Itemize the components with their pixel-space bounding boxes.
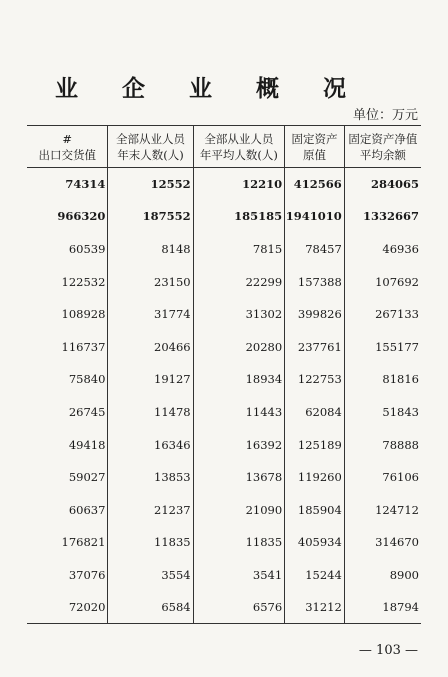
table-cell: 78457: [285, 233, 345, 266]
column-header-line: 出口交货值: [38, 147, 96, 162]
table-row: [27, 298, 421, 331]
header-row: [27, 126, 421, 168]
page-title: 业 企 业 概 况: [55, 75, 365, 102]
table-cell: 18934: [193, 363, 285, 396]
table-cell: 15244: [285, 559, 345, 592]
table-cell: 74314: [65, 177, 106, 192]
column-header-line: 固定资产净值: [348, 131, 418, 146]
column-header: [193, 126, 285, 168]
table-row: [27, 168, 421, 201]
table-header: [27, 126, 421, 168]
table-cell: 185185: [193, 200, 285, 233]
table-cell: 267133: [344, 298, 421, 331]
table-cell: 62084: [285, 396, 345, 429]
column-header-line: #: [62, 131, 73, 146]
table-cell: 6576: [193, 591, 285, 624]
column-header: [344, 126, 421, 168]
table-cell: 11835: [193, 526, 285, 559]
table-cell: 314670: [344, 526, 421, 559]
table-cell: 122753: [285, 363, 345, 396]
table-cell: 76106: [344, 461, 421, 494]
table-row: [27, 265, 421, 298]
table-cell: 3541: [193, 559, 285, 592]
table-cell: 72020: [27, 591, 108, 624]
table-cell: 176821: [61, 535, 106, 550]
table-row: [27, 330, 421, 363]
column-header-line: 平均余额: [359, 147, 406, 162]
table-cell: 59027: [68, 470, 106, 485]
table-cell: 37076: [68, 567, 106, 582]
table-cell: 49418: [68, 437, 106, 452]
statistics-table: [27, 125, 421, 624]
column-header-line: 固定资产: [291, 131, 338, 146]
table-cell: 412566: [285, 168, 345, 201]
table-cell: 157388: [285, 265, 345, 298]
table-cell: 7815: [193, 233, 285, 266]
table-row: [27, 200, 421, 233]
table-cell: 966320: [57, 209, 106, 224]
table-row: [27, 461, 421, 494]
table-cell: 21090: [193, 493, 285, 526]
table-cell: 51843: [344, 396, 421, 429]
table-cell: 185904: [285, 493, 345, 526]
column-header-line: 原值: [303, 147, 326, 162]
table-cell: 1332667: [344, 200, 421, 233]
table-cell: 8148: [108, 233, 193, 266]
table-cell: 60637: [68, 502, 106, 517]
table-cell: 122532: [61, 274, 106, 289]
table-cell: 26745: [68, 404, 106, 419]
table-cell: 75840: [68, 372, 106, 387]
table-cell: 20280: [193, 330, 285, 363]
column-header: [285, 126, 345, 168]
table-cell: 399826: [285, 298, 345, 331]
table-cell: 108928: [61, 307, 106, 322]
table-cell: 20466: [108, 330, 193, 363]
table-cell: 11443: [193, 396, 285, 429]
table-cell: 125189: [285, 428, 345, 461]
table-row: [27, 591, 421, 624]
unit-label: 单位：万元: [352, 108, 418, 123]
table-cell: 187552: [108, 200, 193, 233]
table-cell: 21237: [108, 493, 193, 526]
column-header-line: 年平均人数(人): [199, 147, 278, 162]
table-cell: 60539: [68, 241, 106, 256]
table-row: [27, 396, 421, 429]
table-cell: 6584: [108, 591, 193, 624]
table-row: [27, 233, 421, 266]
table-cell: 116737: [61, 339, 106, 354]
table-cell: 31212: [285, 591, 345, 624]
table-cell: 16346: [108, 428, 193, 461]
table-cell: 18794: [344, 591, 421, 624]
table-cell: 107692: [344, 265, 421, 298]
table-cell: 3554: [108, 559, 193, 592]
table-cell: 81816: [344, 363, 421, 396]
table-cell: 12210: [193, 168, 285, 201]
table-cell: 8900: [344, 559, 421, 592]
column-header-line: 全部从业人员: [204, 131, 274, 146]
table-row: [27, 559, 421, 592]
table-cell: 22299: [193, 265, 285, 298]
table-cell: 78888: [344, 428, 421, 461]
table-cell: 31774: [108, 298, 193, 331]
column-header: [108, 126, 193, 168]
table-cell: 11478: [108, 396, 193, 429]
table-cell: 46936: [344, 233, 421, 266]
table-cell: 12552: [108, 168, 193, 201]
table-cell: 11835: [108, 526, 193, 559]
table-cell: 405934: [285, 526, 345, 559]
page-number: — 103 —: [358, 643, 418, 658]
table-cell: 16392: [193, 428, 285, 461]
table-cell: 19127: [108, 363, 193, 396]
table-row: [27, 428, 421, 461]
table-cell: 284065: [344, 168, 421, 201]
table-row: [27, 526, 421, 559]
table-cell: 23150: [108, 265, 193, 298]
table-cell: 119260: [285, 461, 345, 494]
table-body: [27, 168, 421, 624]
column-header: [27, 126, 108, 168]
column-header-line: 年末人数(人): [117, 147, 184, 162]
column-header-line: 全部从业人员: [116, 131, 186, 146]
table-cell: 31302: [193, 298, 285, 331]
table-cell: 237761: [285, 330, 345, 363]
table-cell: 155177: [344, 330, 421, 363]
table-cell: 1941010: [285, 200, 345, 233]
table-row: [27, 363, 421, 396]
table-cell: 124712: [344, 493, 421, 526]
table-cell: 13853: [108, 461, 193, 494]
table-row: [27, 493, 421, 526]
table-cell: 13678: [193, 461, 285, 494]
